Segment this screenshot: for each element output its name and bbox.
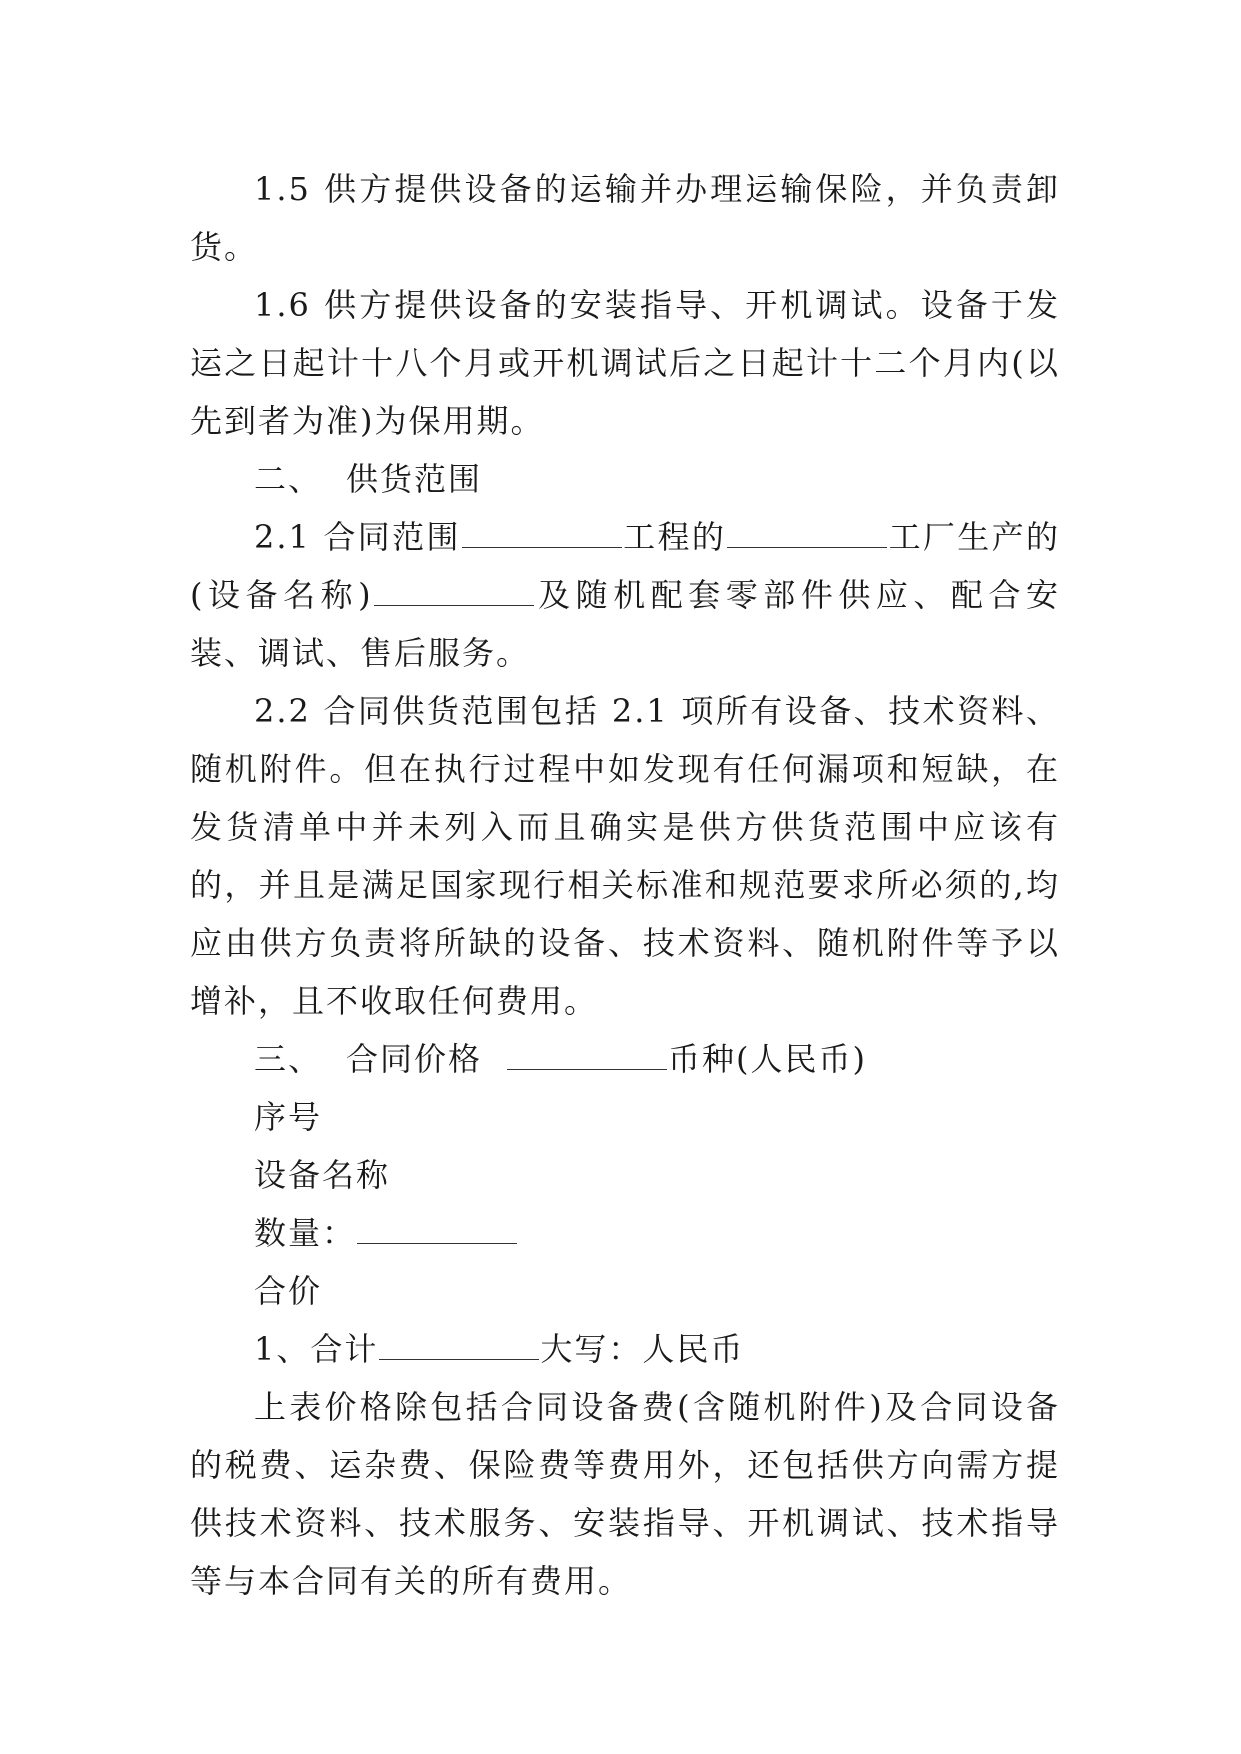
clause-1-5: 1.5 供方提供设备的运输并办理运输保险，并负责卸货。 — [190, 170, 1060, 266]
section-2-title: 供货范围 — [346, 460, 483, 498]
sum-label: 1、合计 — [254, 1330, 379, 1368]
blank-sum-amount — [379, 1329, 539, 1360]
price-inclusion-note: 上表价格除包括合同设备费(含随机附件)及合同设备的税费、运杂费、保险费等费用外，还包括供方向需方提供技术资料、技术服务、安装指导、开机调试、技术指导等与本合同有关的所有费用。 — [190, 1388, 1060, 1600]
clause-2-1-part-a: 2.1 合同范围 — [254, 518, 461, 556]
section-3-heading — [190, 1030, 1060, 1088]
section-3-title: 合同价格 — [346, 1040, 483, 1078]
item-quantity-line — [190, 1204, 1060, 1262]
sum-line — [190, 1320, 1060, 1378]
clause-2-1-part-d: (设备名称) — [190, 576, 373, 614]
clause-2-1 — [190, 508, 1060, 682]
clause-2-1-part-e: 及随机配套零部件供应、配合安装、调试、售后服务。 — [190, 576, 1060, 672]
item-total-price-label: 合价 — [254, 1272, 323, 1310]
section-3-currency: 币种(人民币) — [668, 1040, 868, 1078]
section-2-heading — [190, 450, 1060, 508]
clause-2-2: 2.2 合同供货范围包括 2.1 项所有设备、技术资料、随机附件。但在执行过程中如发现有任何漏项和短缺，在发货清单中并未列入而且确实是供方供货范围中应该有的，并且是满足国家现行相关标准和规范要求所必须的,均应由供方负责将所缺的设备、技术资料、随机附件等予以增补，且不收取任何费用。 — [190, 692, 1060, 1020]
clause-2-1-part-c: 工厂生产的 — [888, 518, 1060, 556]
blank-factory-name — [727, 517, 887, 548]
sum-upper-label: 大写：人民币 — [540, 1330, 745, 1368]
section-2-number: 二、 — [254, 460, 323, 498]
item-sequence-label: 序号 — [254, 1098, 323, 1136]
section-3-number: 三、 — [254, 1040, 323, 1078]
clause-1-6: 1.6 供方提供设备的安装指导、开机调试。设备于发运之日起计十八个月或开机调试后之日起计十二个月内(以先到者为准)为保用期。 — [190, 286, 1060, 440]
blank-project-name — [462, 517, 622, 548]
blank-contract-price — [507, 1039, 667, 1070]
item-equipment-name-label: 设备名称 — [254, 1156, 391, 1194]
blank-equipment-name — [374, 575, 534, 606]
item-quantity-label: 数量： — [254, 1214, 357, 1252]
document-body — [190, 160, 1060, 1610]
blank-quantity — [357, 1213, 517, 1244]
clause-2-1-part-b: 工程的 — [622, 518, 727, 556]
